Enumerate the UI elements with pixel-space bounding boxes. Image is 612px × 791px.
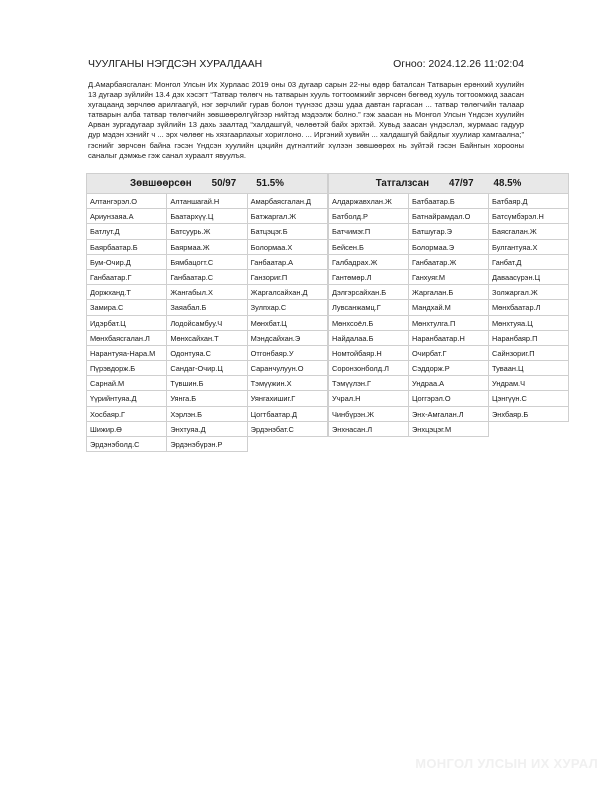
member-name: Зулпхар.С [248, 300, 328, 315]
member-name: Саранчулуун.О [248, 361, 328, 376]
no-names-grid [328, 194, 569, 437]
member-name: Түвшин.Б [167, 376, 247, 391]
member-name: Туваан.Ц [489, 361, 569, 376]
member-name: Баясгалан.Ж [489, 224, 569, 239]
member-name: Идэрбат.Ц [87, 316, 167, 331]
member-name: Хосбаяр.Г [87, 407, 167, 422]
watermark-text: МОНГОЛ УЛСЫН ИХ ХУРАЛ [415, 756, 598, 771]
member-name: Мөнхбаясгалан.Л [87, 331, 167, 346]
yes-names-grid [86, 194, 328, 452]
member-name: Отгонбаяр.У [248, 346, 328, 361]
member-name: Батлут.Д [87, 224, 167, 239]
member-name: Баярбаатар.Б [87, 240, 167, 255]
member-name: Сандаг-Очир.Ц [167, 361, 247, 376]
member-name: Батбаяр.Д [489, 194, 569, 209]
member-name: Мөнхбат.Ц [248, 316, 328, 331]
member-name: Ганхуяг.М [409, 270, 489, 285]
member-name: Бейсен.Б [329, 240, 409, 255]
member-name: Ганбаатар.С [167, 270, 247, 285]
member-name: Үүрийнтуяа.Д [87, 391, 167, 406]
member-name: Шижир.Ө [87, 422, 167, 437]
member-name: Найдалаа.Б [329, 331, 409, 346]
member-name: Жаргалсайхан.Д [248, 285, 328, 300]
member-name: Лувсанжамц.Г [329, 300, 409, 315]
member-name: Тэмүүлэн.Г [329, 376, 409, 391]
member-name: Доржханд.Т [87, 285, 167, 300]
member-name: Алтаншагай.Н [167, 194, 247, 209]
member-name: Болормаа.Х [248, 240, 328, 255]
member-name: Алтангэрэл.О [87, 194, 167, 209]
member-name: Очирбат.Г [409, 346, 489, 361]
member-name: Баярмаа.Ж [167, 240, 247, 255]
session-date: Огноо: 2024.12.26 11:02:04 [393, 58, 524, 70]
member-name: Нарантуяа-Нара.М [87, 346, 167, 361]
member-name: Мөнхбаатар.Л [489, 300, 569, 315]
member-name: Дэлгэрсайхан.Б [329, 285, 409, 300]
member-name: Цэнгүүн.С [489, 391, 569, 406]
member-name: Сарнай.М [87, 376, 167, 391]
yes-block [86, 173, 328, 452]
member-name: Батбаатар.Б [409, 194, 489, 209]
member-name: Батнайрамдал.О [409, 209, 489, 224]
member-name: Батжаргал.Ж [248, 209, 328, 224]
member-name: Энхцэцэг.М [409, 422, 489, 437]
yes-count: 50/97 [211, 178, 237, 189]
member-name: Батцэцэг.Б [248, 224, 328, 239]
member-name: Даваасүрэн.Ц [489, 270, 569, 285]
member-name: Гантөмөр.Л [329, 270, 409, 285]
member-name: Мөнхтуяа.Ц [489, 316, 569, 331]
member-name: Алдаржавхлан.Ж [329, 194, 409, 209]
member-name: Бямбацогт.С [167, 255, 247, 270]
member-name: Амарбаясгалан.Д [248, 194, 328, 209]
member-name: Эрдэнэбат.С [248, 422, 328, 437]
member-name: Батболд.Р [329, 209, 409, 224]
member-name: Уянгахишиг.Г [248, 391, 328, 406]
member-name: Ганзориг.П [248, 270, 328, 285]
member-name: Чинбүрэн.Ж [329, 407, 409, 422]
member-name: Пүрэвдорж.Б [87, 361, 167, 376]
member-name: Сайнзориг.П [489, 346, 569, 361]
member-name: Ганбаатар.А [248, 255, 328, 270]
member-name: Лодойсамбуу.Ч [167, 316, 247, 331]
member-name: Ундрам.Ч [489, 376, 569, 391]
no-block [328, 173, 569, 437]
member-name: Ундраа.А [409, 376, 489, 391]
member-name: Галбадрах.Ж [329, 255, 409, 270]
member-name: Номтойбаяр.Н [329, 346, 409, 361]
yes-percent: 51.5% [256, 178, 284, 189]
session-title: ЧУУЛГАНЫ НЭГДСЭН ХУРАЛДААН [88, 58, 263, 70]
member-name: Жангабыл.Х [167, 285, 247, 300]
no-label: Татгалзсан [375, 178, 429, 189]
member-name: Энхбаяр.Б [489, 407, 569, 422]
member-name: Уянга.Б [167, 391, 247, 406]
vote-results [86, 173, 569, 452]
yes-label: Зөвшөөрсөн [130, 178, 192, 189]
member-name: Энхтуяа.Д [167, 422, 247, 437]
member-name: Цоггэрэл.О [409, 391, 489, 406]
no-summary [328, 173, 569, 194]
member-name: Бум-Очир.Д [87, 255, 167, 270]
member-name: Цогтбаатар.Д [248, 407, 328, 422]
member-name: Наранбаатар.Н [409, 331, 489, 346]
member-name: Мэндсайхан.Э [248, 331, 328, 346]
member-name: Булгантуяа.Х [489, 240, 569, 255]
member-name: Ганбат.Д [489, 255, 569, 270]
member-name: Наранбаяр.П [489, 331, 569, 346]
member-name: Мөнхсайхан.Т [167, 331, 247, 346]
member-name: Жаргалан.Б [409, 285, 489, 300]
member-name: Мөнхтулга.П [409, 316, 489, 331]
no-count: 47/97 [449, 178, 474, 189]
member-name: Эрдэнэболд.С [87, 437, 167, 452]
member-name: Энхнасан.Л [329, 422, 409, 437]
member-name: Ариунзаяа.А [87, 209, 167, 224]
no-percent: 48.5% [493, 178, 522, 189]
member-name: Ганбаатар.Г [87, 270, 167, 285]
member-name: Батшугар.Э [409, 224, 489, 239]
member-name: Эрдэнэбүрэн.Р [167, 437, 247, 452]
member-name: Одонтуяа.С [167, 346, 247, 361]
member-name: Батсуурь.Ж [167, 224, 247, 239]
member-name: Ганбаатар.Ж [409, 255, 489, 270]
member-name: Замира.С [87, 300, 167, 315]
member-name: Батчимэг.П [329, 224, 409, 239]
member-name: Тэмүүжин.Х [248, 376, 328, 391]
motion-text: Д.Амарбаясгалан: Монгол Улсын Их Хурлаас 2019 оны 03 дугаар сарын 22-ны өдөр баталсан Татварын ерөнхий хуулийн 13 дугаар зүйлийн 13.4 дэх хэсэгт “Татвар төлөгч нь татварын хууль тогтоомжийг зөрчсөн бөгөөд хууль тогтоомжид заасан хугацаанд зөрчлөө арилгаагүй, нэг зөрчлийг гурав болон түүнээс дээш удаа давтан гаргасан ... татвар төлөгчийн талаар татварын алба татвар төлөгчийн зөвшөөрөлгүйгээр нийтэд мэдээлж болно.” гэж заасан нь Монгол Улсын Үндсэн хуулийн Арван зургадугаар зүйлийн 13 дахь заалтад “халдашгүй, чөлөөтэй байх эрхтэй. Хувьд заасан үндэслэл, журмаас гадуур дур мэдэн хэнийг ч ... эрх чөлөөг нь хязгаарлахыг хориглоно. ... Иргэний хувийн ... халдашгүй байдлыг хуулиар хамгаална;” гэснийг зөрчсөн байна гэсэн Үндсэн хуулийн цэцийн дүгнэлтийг хүлээн зөвшөөрөх нь зүйтэй гэсэн Байнгын хорооны саналыг дэмжье гэж санал хураалт явуулъя. [88, 80, 524, 160]
member-name: Заяабал.Б [167, 300, 247, 315]
yes-summary [86, 173, 328, 194]
member-name: Золжаргал.Ж [489, 285, 569, 300]
member-name: Баатархүү.Ц [167, 209, 247, 224]
member-name: Сэддорж.Р [409, 361, 489, 376]
member-name: Энх-Амгалан.Л [409, 407, 489, 422]
member-name: Учрал.Н [329, 391, 409, 406]
member-name: Мандхай.М [409, 300, 489, 315]
member-name: Хэрлэн.Б [167, 407, 247, 422]
member-name: Мөнхсоёл.Б [329, 316, 409, 331]
page-header [88, 58, 524, 70]
member-name: Болормаа.Э [409, 240, 489, 255]
member-name: Батсүмбэрэл.Н [489, 209, 569, 224]
member-name: Соронзонболд.Л [329, 361, 409, 376]
